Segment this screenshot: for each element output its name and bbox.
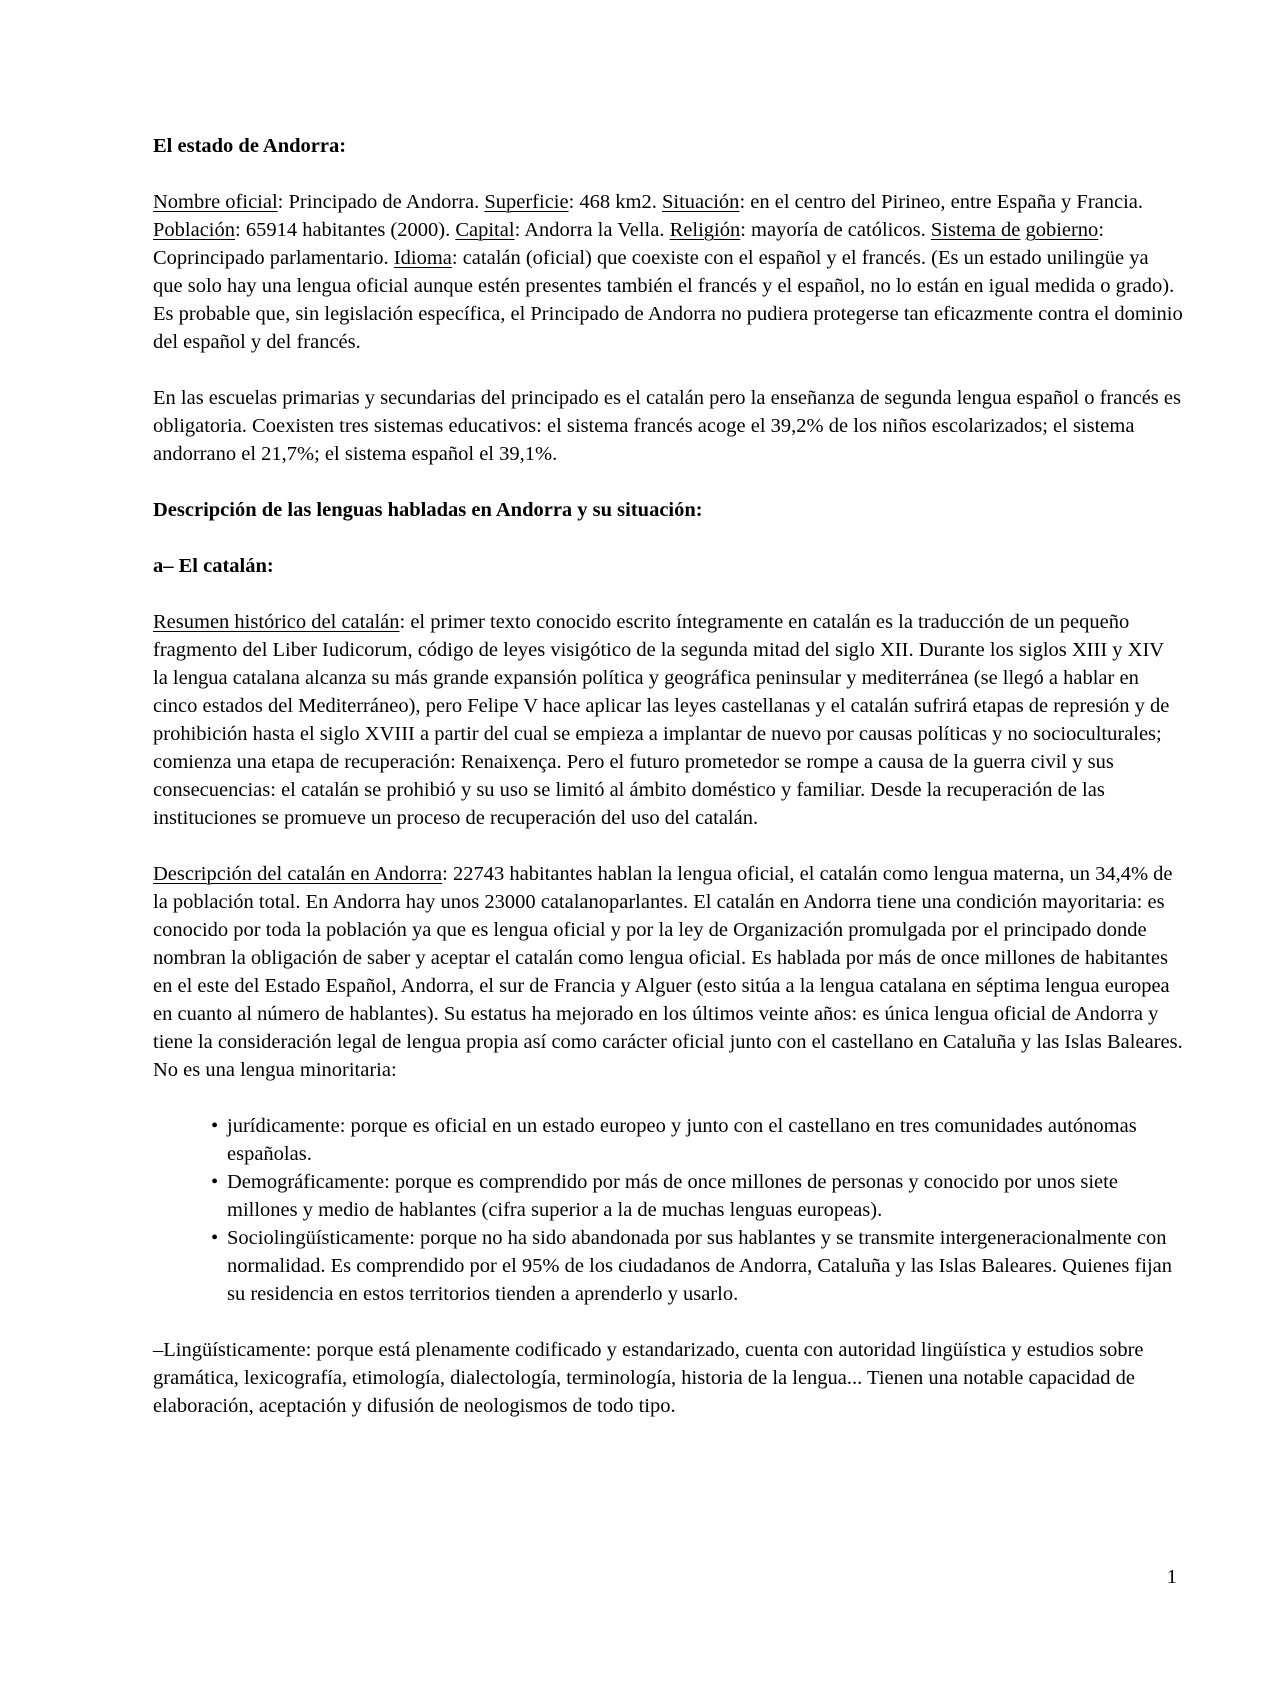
label-religion: Religión <box>669 219 741 241</box>
label-superficie: Superficie <box>484 191 569 213</box>
paragraph-resumen-historico: Resumen histórico del catalán: el primer texto conocido escrito íntegramente en catalán es la traducción de un pequeño fragmento del Liber Iudicorum, código de leyes visigótico de la segunda mitad del siglo XII. Durante los siglos XIII y XIV la lengua catalana alcanza su más grande expansión política y geográfica peninsular y mediterránea (se llegó a hablar en cinco estados del Mediterráneo), pero Felipe V hace aplicar las leyes castellanas y el catalán sufrirá etapas de represión y de prohibición hasta el siglo XVIII a partir del cual se empieza a implantar de nuevo por causas políticas y no socioculturales; comienza una etapa de recuperación: Renaixença. Pero el futuro prometedor se rompe a causa de la guerra civil y sus consecuencias: el catalán se prohibió y su uso se limitó al ámbito doméstico y familiar. Desde la recuperación de las instituciones se promueve un proceso de recuperación del uso del catalán. <box>153 611 1170 829</box>
subsection-heading-catalan: a– El catalán: <box>153 555 274 577</box>
document-body <box>153 132 1183 1420</box>
label-idioma: Idioma <box>393 247 452 269</box>
label-catalan-en-andorra: Descripción del catalán en Andorra <box>153 863 443 885</box>
label-sistema-de: Sistema de <box>930 219 1021 241</box>
label-situacion: Situación <box>662 191 740 213</box>
section-heading-lenguas: Descripción de las lenguas habladas en Andorra y su situación: <box>153 499 703 521</box>
label-nombre-oficial: Nombre oficial <box>153 191 278 213</box>
paragraph-datos-generales: Nombre oficial: Principado de Andorra. Superficie: 468 km2. Situación: en el centro del Pirineo, entre España y Francia. Población: 65914 habitantes (2000). Capital: Andorra la Vella. Religión: mayoría de católicos. Sistema de gobierno: Coprincipado parlamentario. Idioma: catalán (oficial) que coexiste con el español y el francés. (Es un estado unilingüe ya que solo hay una lengua oficial aunque estén presentes también el francés y el español, no lo están en igual medida o grado). Es probable que, sin legislación específica, el Principado de Andorra no pudiera protegerse tan eficazmente contra el dominio del español y del francés. <box>153 191 1183 353</box>
list-item: • jurídicamente: porque es oficial en un estado europeo y junto con el castellano en tres comunidades autónomas españolas. <box>211 1112 1183 1168</box>
list-item: • Sociolingüísticamente: porque no ha sido abandonada por sus hablantes y se transmite intergeneracionalmente con normalidad. Es comprendido por el 95% de los ciudadanos de Andorra, Cataluña y las Islas Baleares. Quienes fijan su residencia en estos territorios tienden a aprenderlo y usarlo. <box>211 1224 1183 1308</box>
label-resumen-historico: Resumen histórico del catalán <box>153 611 400 633</box>
label-capital: Capital <box>455 219 515 241</box>
page-number: 1 <box>1166 1566 1177 1588</box>
document-title: El estado de Andorra: <box>153 135 347 157</box>
list-item: • Demográficamente: porque es comprendido por más de once millones de personas y conocido por unos siete millones y medio de hablantes (cifra superior a la de muchas lenguas europeas). <box>211 1168 1183 1224</box>
paragraph-escuelas: En las escuelas primarias y secundarias del principado es el catalán pero la enseñanza de segunda lengua español o francés es obligatoria. Coexisten tres sistemas educativos: el sistema francés acoge el 39,2% de los niños escolarizados; el sistema andorrano el 21,7%; el sistema español el 39,1%. <box>153 387 1181 465</box>
label-gobierno: gobierno <box>1025 219 1099 241</box>
paragraph-linguisticamente: –Lingüísticamente: porque está plenamente codificado y estandarizado, cuenta con autoridad lingüística y estudios sobre gramática, lexicografía, etimología, dialectología, terminología, historia de la lengua... Tienen una notable capacidad de elaboración, aceptación y difusión de neologismos de todo tipo. <box>153 1339 1144 1417</box>
label-poblacion: Población <box>153 219 235 241</box>
paragraph-catalan-en-andorra: Descripción del catalán en Andorra: 22743 habitantes hablan la lengua oficial, el catalán como lengua materna, un 34,4% de la población total. En Andorra hay unos 23000 catalanoparlantes. El catalán en Andorra tiene una condición mayoritaria: es conocido por toda la población ya que es lengua oficial y por la ley de Organización promulgada por el principado donde nombran la obligación de saber y aceptar el catalán como lengua oficial. Es hablada por más de once millones de habitantes en el este del Estado Español, Andorra, el sur de Francia y Alguer (esto sitúa a la lengua catalana en séptima lengua europea en cuanto al número de hablantes). Su estatus ha mejorado en los últimos veinte años: es única lengua oficial de Andorra y tiene la consideración legal de lengua propia así como carácter oficial junto con el castellano en Cataluña y las Islas Baleares. No es una lengua minoritaria: <box>153 863 1183 1081</box>
bullet-list <box>153 1112 1183 1308</box>
